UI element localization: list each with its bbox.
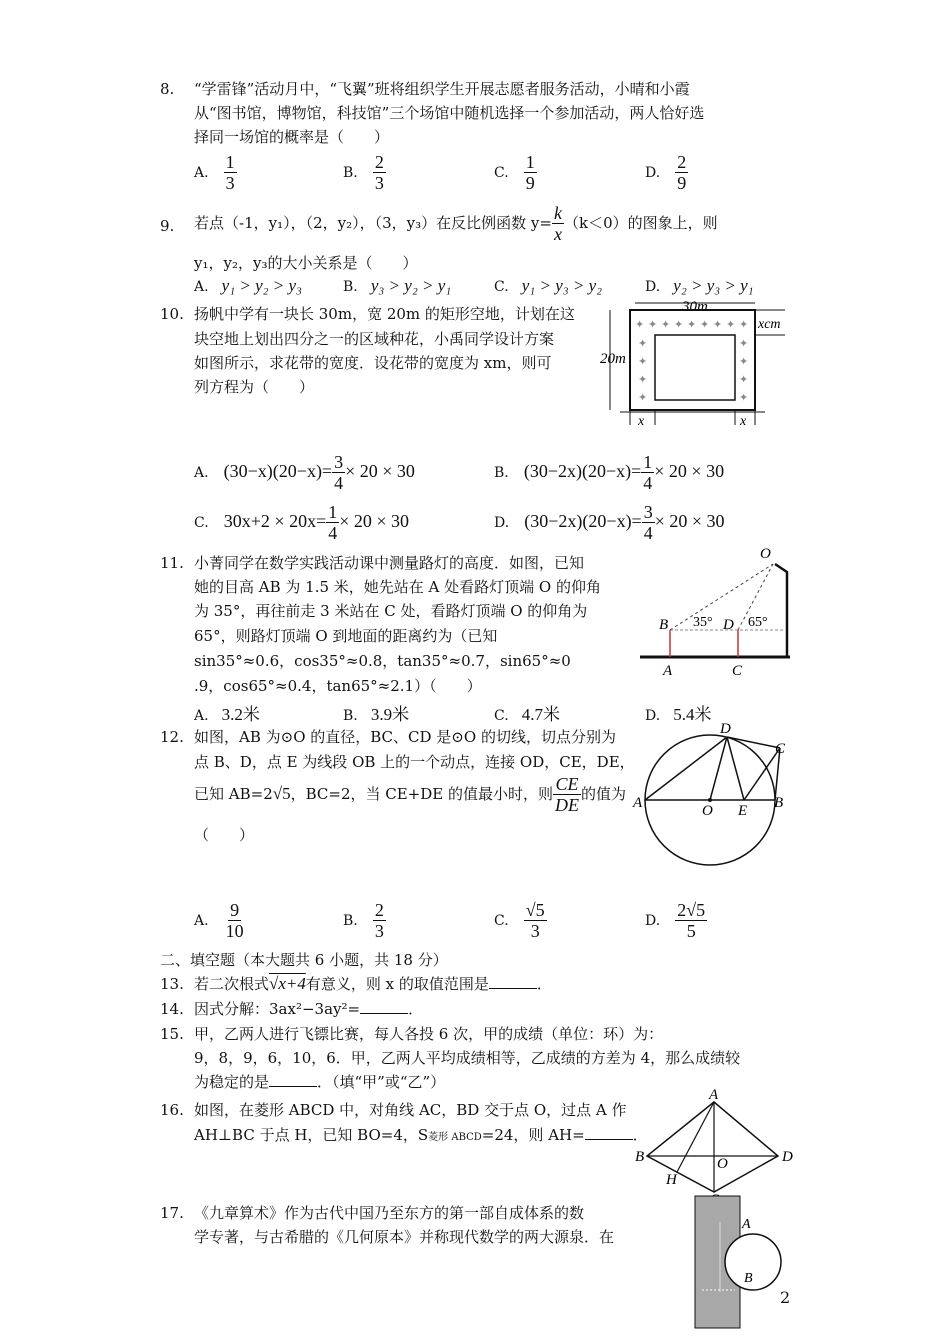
q10-line1: 扬帆中学有一块长 30m，宽 20m 的矩形空地，计划在这 [194, 305, 575, 323]
q11-line1: 小菁同学在数学实践活动课中测量路灯的高度．如图，已知 [194, 554, 585, 572]
q11-option-c: C. 4.7米 [494, 705, 561, 724]
label-A: A [742, 1217, 751, 1232]
q11-number: 11. [160, 554, 184, 572]
svg-text:✦: ✦ [687, 319, 697, 331]
q11-line5: sin35°≈0.6，cos35°≈0.8，tan35°≈0.7，sin65°≈0 [194, 652, 571, 670]
label-O: O [717, 1156, 728, 1172]
q16-line1: 如图，在菱形 ABCD 中，对角线 AC，BD 交于点 O，过点 A 作 [194, 1101, 627, 1119]
q15-line3: 为稳定的是 ．（填“甲”或“乙”） [194, 1073, 446, 1091]
line-od [710, 737, 727, 800]
q11-line6: .9，cos65°≈0.4，tan65°≈2.1）（ ） [194, 677, 482, 695]
page-number: 2 [780, 1288, 791, 1307]
q11-line3: 为 35°，再往前走 3 米站在 C 处，看路灯顶端 O 的仰角为 [194, 602, 588, 620]
q12-line3: 已知 AB=2√5，BC=2，当 CE+DE 的值最小时，则 $\frac{CE}{DE}$ 的值为 [194, 774, 627, 815]
q9-text-a: 若点（-1，y₁），（2，y₂），（3，y₃）在反比例函数 y= [194, 214, 552, 232]
svg-text:✦: ✦ [700, 319, 710, 331]
q12-option-b: B. $\frac{2}{3}$ [343, 900, 384, 941]
option-label: D. [645, 165, 661, 181]
label-20m: 20m [600, 351, 626, 367]
q12-option-c: C. $\frac{√5}{3}$ [494, 900, 545, 941]
q12-line4: （ ） [194, 826, 255, 844]
svg-text:✦: ✦ [739, 374, 749, 386]
q8-number: 8. [160, 80, 175, 98]
q13-line: 若二次根式√x+4有意义，则 x 的取值范围是 ． [194, 974, 552, 993]
circle [725, 1234, 781, 1290]
q12-number: 12. [160, 728, 184, 746]
q14-line: 因式分解：3ax²−3ay²= ． [194, 1000, 424, 1018]
svg-text:✦: ✦ [635, 319, 645, 331]
svg-text:✦: ✦ [739, 319, 749, 331]
q15-line2: 9，8，9，6，10，6．甲，乙两人平均成绩相等，乙成绩的方差为 4，那么成绩较 [194, 1049, 741, 1067]
svg-text:✦: ✦ [638, 356, 648, 368]
label-H: H [666, 1172, 677, 1188]
svg-text:✦: ✦ [638, 338, 648, 350]
line-de [727, 737, 744, 800]
answer-blank [269, 1072, 317, 1087]
label-x-right: x [740, 414, 747, 429]
q17-figure [690, 1192, 780, 1332]
q9-option-a: A. y₁ > y₂ > y₃ [194, 276, 302, 295]
q9-option-b: B. y₃ > y₂ > y₁ [343, 276, 452, 295]
label-D: D [720, 721, 731, 737]
q11-option-d: D. 5.4米 [645, 705, 712, 724]
q11-line2: 她的目高 AB 为 1.5 米，她先站在 A 处看路灯顶端 O 的仰角 [194, 578, 601, 596]
q8-line3: 择同一场馆的概率是（ ） [194, 128, 390, 146]
q10-option-a: A. (30−x)(20−x)= $\frac{3}{4}$ × 20 × 30 [194, 452, 415, 493]
q16-figure [632, 1088, 792, 1198]
label-C: C [775, 741, 786, 757]
q12-option-a: A. $\frac{9}{10}$ [194, 900, 244, 941]
answer-blank [489, 974, 537, 989]
label-O: O [760, 546, 771, 562]
line-ad [645, 737, 727, 800]
angle-35: 35° [693, 615, 713, 630]
q11-figure [635, 542, 795, 682]
q10-option-c: C. 30x+2 × 20x= $\frac{1}{4}$ × 20 × 30 [194, 502, 410, 543]
altitude-ah [677, 1102, 714, 1172]
label-C: C [732, 663, 743, 679]
label-x-left: x [638, 414, 645, 429]
q10-number: 10. [160, 305, 184, 323]
q10-line4: 列方程为（ ） [194, 378, 315, 396]
q15-number: 15. [160, 1025, 184, 1043]
q9-option-d: D. y₂ > y₃ > y₁ [645, 276, 754, 295]
q14-number: 14. [160, 1000, 184, 1018]
q9-line1 [194, 203, 718, 244]
option-label: A. [194, 165, 209, 181]
svg-text:✦: ✦ [726, 319, 736, 331]
answer-blank [360, 999, 408, 1014]
svg-text:✦: ✦ [648, 319, 658, 331]
q8-option-d [645, 152, 688, 193]
section-heading: 二、填空题（本大题共 6 小题，共 18 分） [160, 951, 448, 969]
q10-line3: 如图所示，求花带的宽度．设花带的宽度为 xm，则可 [194, 354, 552, 372]
svg-text:✦: ✦ [661, 319, 671, 331]
q12-option-d: D. $\frac{2√5}{5}$ [645, 900, 706, 941]
sqrt5: √5 [272, 784, 291, 803]
label-B: B [635, 1149, 645, 1165]
q10-option-b: B. (30−2x)(20−x)= $\frac{1}{4}$ × 20 × 30 [494, 452, 725, 493]
q9-number: 9. [160, 217, 175, 235]
svg-text:✦: ✦ [674, 319, 684, 331]
option-label: C. [494, 165, 509, 181]
q16-number: 16. [160, 1101, 184, 1119]
q8-line2: 从“图书馆，博物馆，科技馆”三个场馆中随机选择一个参加活动，两人恰好选 [194, 104, 705, 122]
radical: √x+4 [269, 974, 306, 993]
q17-line2: 学专著，与古希腊的《几何原本》并称现代数学的两大源泉．在 [194, 1228, 615, 1246]
q9-option-c: C. y₁ > y₃ > y₂ [494, 276, 603, 295]
angle-65: 65° [748, 615, 768, 630]
q8-line1: “学雷锋”活动月中，“飞翼”班将组织学生开展志愿者服务活动，小晴和小霞 [194, 80, 690, 98]
q11-line4: 65°，则路灯顶端 O 到地面的距离约为（已知 [194, 627, 498, 645]
label-xcm: xcm [758, 317, 781, 332]
tangent-cd [727, 737, 780, 748]
label-O: O [702, 803, 713, 819]
q15-line1: 甲，乙两人进行飞镖比赛，每人各投 6 次，甲的成绩（单位：环）为： [194, 1025, 664, 1043]
q8-c-fraction: $\frac{1}{9}$ [525, 152, 535, 193]
q8-option-a [194, 152, 237, 193]
q17-line1: 《九章算术》作为古代中国乃至东方的第一部自成体系的数 [194, 1204, 585, 1222]
label-B: B [744, 1271, 753, 1286]
q9-k-over-x: $\frac{k}{x}$ [553, 203, 562, 244]
q9-text-b: （k＜0）的图象上，则 [563, 214, 718, 232]
option-label: B. [343, 165, 358, 181]
q11-option-b: B. 3.9米 [343, 705, 410, 724]
svg-text:✦: ✦ [739, 356, 749, 368]
label-D: D [782, 1149, 793, 1165]
q13-number: 13. [160, 975, 184, 993]
q8-option-c [494, 152, 537, 193]
flower-marks [635, 319, 748, 404]
q17-number: 17. [160, 1204, 184, 1222]
svg-text:✦: ✦ [739, 338, 749, 350]
inner-rect [655, 335, 735, 400]
q12-line1: 如图，AB 为⊙O 的直径，BC、CD 是⊙O 的切线，切点分别为 [194, 728, 616, 746]
q12-line2: 点 B、D，点 E 为线段 OB 上的一个动点，连接 OD，CE，DE， [194, 753, 635, 771]
label-A: A [709, 1087, 719, 1103]
label-E: E [738, 803, 748, 819]
label-A: A [663, 663, 673, 679]
q12-figure [632, 715, 797, 865]
svg-text:✦: ✦ [638, 392, 648, 404]
q8-a-fraction: $\frac{1}{3}$ [225, 152, 235, 193]
label-D: D [723, 617, 734, 633]
q10-line2: 块空地上划出四分之一的区域种花，小禹同学设计方案 [194, 330, 555, 348]
q8-option-b [343, 152, 386, 193]
q10-figure [600, 295, 790, 430]
svg-text:✦: ✦ [638, 374, 648, 386]
lamp-post [775, 564, 787, 657]
q8-d-fraction: $\frac{2}{9}$ [677, 152, 687, 193]
q10-option-d: D. (30−2x)(20−x)= $\frac{3}{4}$ × 20 × 30 [494, 502, 725, 543]
svg-text:✦: ✦ [739, 392, 749, 404]
label-30m: 30m [682, 299, 708, 315]
label-B: B [774, 795, 784, 811]
label-B: B [659, 617, 669, 633]
q11-option-a: A. 3.2米 [194, 705, 260, 724]
q16-line2: AH⊥BC 于点 H，已知 BO=4，S菱形 ABCD=24，则 AH= ． [194, 1126, 648, 1144]
svg-text:✦: ✦ [713, 319, 723, 331]
answer-blank [585, 1125, 633, 1140]
q8-b-fraction: $\frac{2}{3}$ [374, 152, 384, 193]
label-A: A [633, 795, 643, 811]
q9-line2: y₁，y₂，y₃的大小关系是（ ） [194, 254, 418, 272]
